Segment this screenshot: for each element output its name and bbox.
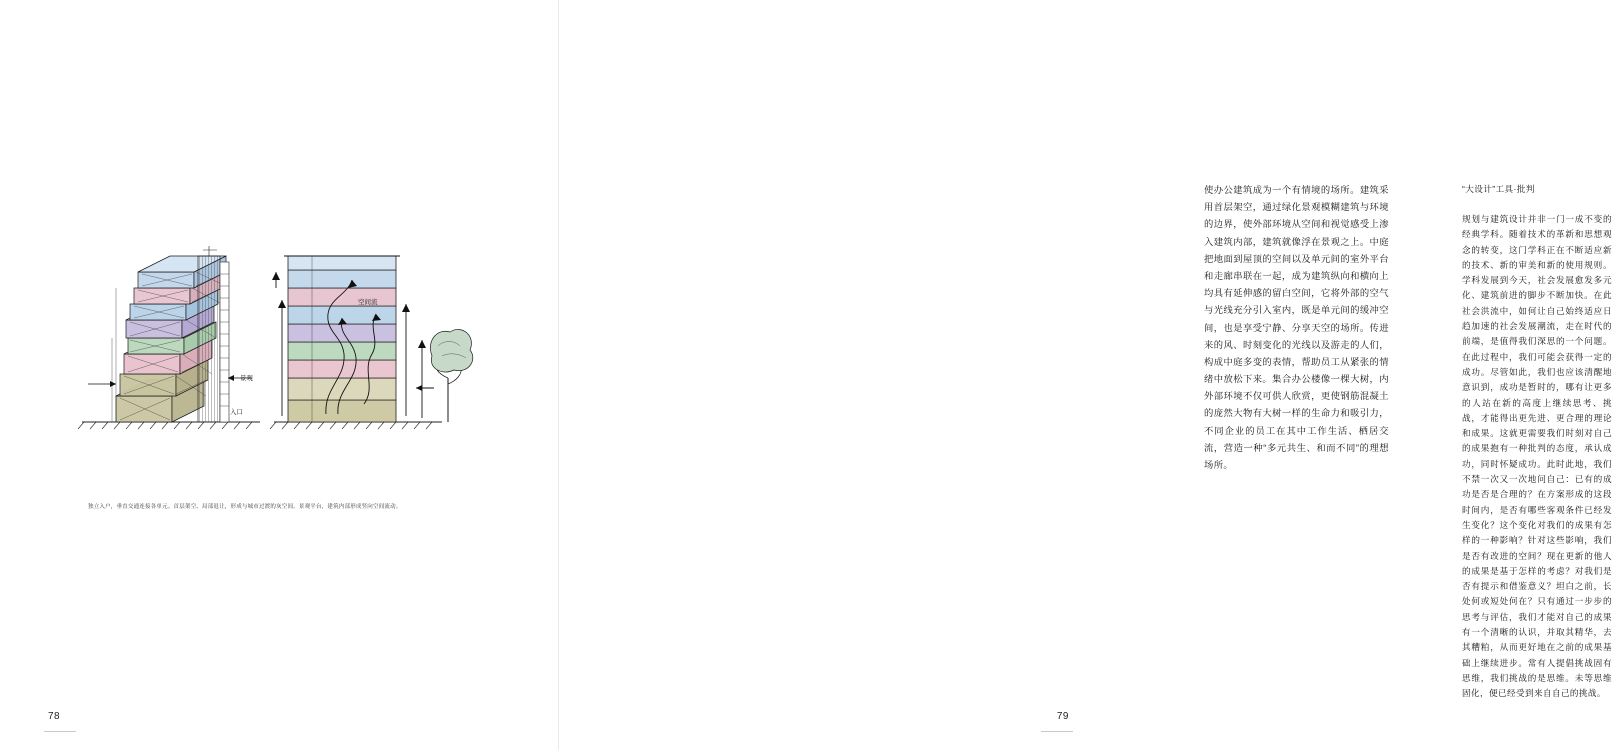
main-paragraph: 使办公建筑成为一个有情境的场所。建筑采用首层架空，通过绿化景观模糊建筑与环境的边界，使外部环境从空间和视觉感受上渗入建筑内部，建筑就像浮在景观之上。中庭把地面到屋顶的空间以及单元间的室外平台和走廊串联在一起，成为建筑纵向和横向上均具有延伸感的留白空间，它将外部的空气与光线充分引入室内，既是单元间的缓冲空间，也是享受宁静、分享天空的场所。传进来的风、时刻变化的光线以及游走的人们，构成中庭多变的表情，帮助员工从紧张的情绪中放松下来。集合办公楼像一棵大树，内外部环境不仅可供人欣赏，更使钢筋混凝土的庞然大物有大树一样的生命力和吸引力，不同企业的员工在其中工作生活、栖居交流，营造一种“多元共生、和而不同”的理想场所。 (1204, 185, 1389, 470)
label-landscape: 景观 (240, 375, 253, 382)
figure-caption: 独立入户，垂直交通连接各单元。首层架空、局部退让，形成与城市过渡的灰空间。景观平台，建筑内部形成竖向空间流动。 (88, 504, 402, 510)
page-number-left: 78 (48, 711, 61, 722)
footer-rule-left (44, 731, 76, 732)
tree-sketch (430, 329, 472, 422)
left-building-sketch (78, 246, 260, 429)
label-airflow: 空间流 (358, 299, 378, 306)
footer-rule-right (1041, 731, 1073, 732)
main-body-text (1204, 182, 1389, 474)
sidebar-body-text (1462, 212, 1612, 702)
label-entrance: 入口 (230, 409, 243, 416)
sidebar-paragraph: 规划与建筑设计并非一门一成不变的经典学科。随着技术的革新和思想观念的转变，这门学科正在不断适应新的技术、新的审美和新的使用规则。学科发展到今天，社会发展愈发多元化、建筑前进的脚步不断加快。在此社会洪流中，如何让自己始终适应日趋加速的社会发展潮流，走在时代的前端，是值得我们深思的一个问题。在此过程中，我们可能会获得一定的成功。尽管如此，我们也应该清醒地意识到，成功是暂时的，哪有让更多的人站在新的高度上继续思考、挑战，才能得出更先进、更合理的理论和成果。这就更需要我们时刻对自己的成果抱有一种批判的态度，承认成功，同时怀疑成功。此时此地，我们不禁一次又一次地问自己：已有的成功是否是合理的？在方案形成的这段时间内，是否有哪些客观条件已经发生变化？这个变化对我们的成果有怎样的一种影响？针对这些影响，我们是否有改进的空间？现在更新的他人的成果是基于怎样的考虑？对我们是否有提示和借鉴意义？坦白之前，长处何或短处何在？只有通过一步步的思考与评估，我们才能对自己的成果有一个清晰的认识，并取其精华，去其糟粕，从而更好地在之前的成果基础上继续进步。常有人提倡挑战固有思维，我们挑战的是思维。未等思维固化，便已经受到来自自己的挑战。 (1462, 214, 1612, 699)
architecture-diagram (76, 228, 496, 488)
left-page (0, 0, 559, 750)
right-page (559, 0, 1612, 750)
page-number-right: 79 (1056, 711, 1069, 722)
right-section-sketch (270, 256, 473, 429)
sidebar-heading: “大设计”工具·批判 (1462, 184, 1535, 194)
